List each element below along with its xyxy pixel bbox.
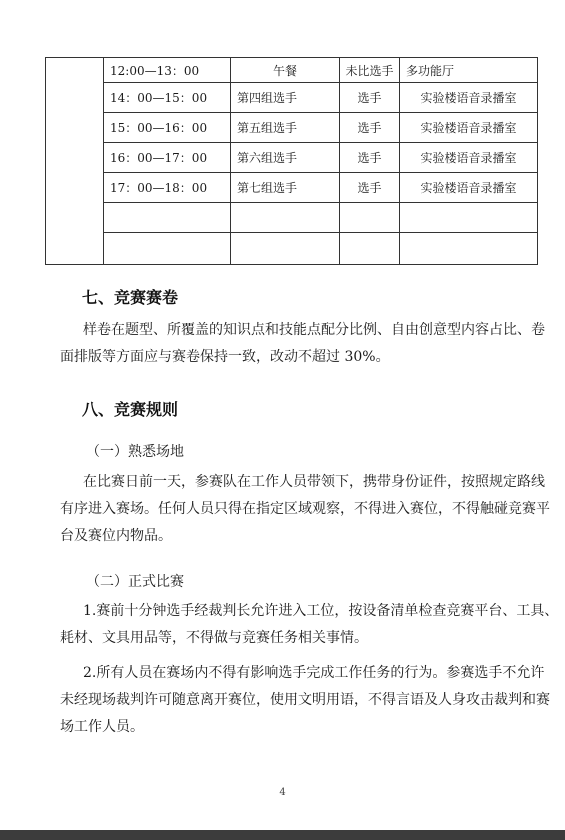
paragraph-line: 未经现场裁判许可随意离开赛位，使用文明用语，不得言语及人身攻击裁判和赛	[60, 692, 550, 708]
paragraph-line: 在比赛日前一天，参赛队在工作人员带领下，携带身份证件，按照规定路线	[83, 474, 545, 490]
event-cell: 第六组选手	[231, 143, 340, 173]
paragraph-rule-1	[60, 598, 559, 652]
participant-cell: 选手	[340, 113, 400, 143]
event-cell: 第七组选手	[231, 173, 340, 203]
venue-cell: 实验楼语音录播室	[400, 113, 538, 143]
venue-cell	[400, 233, 538, 265]
paragraph-line: 样卷在题型、所覆盖的知识点和技能点配分比例、自由创意型内容占比、卷	[83, 322, 545, 338]
participant-cell: 未比选手	[340, 58, 400, 83]
participant-cell	[340, 233, 400, 265]
schedule-table	[45, 57, 538, 265]
event-cell: 第四组选手	[231, 83, 340, 113]
paragraph-line: 面排版等方面应与赛卷保持一致，改动不超过 30%。	[60, 349, 390, 365]
paragraph-line: 1.赛前十分钟选手经裁判长允许进入工位，按设备清单检查竞赛平台、工具、	[83, 603, 559, 619]
event-cell: 午餐	[231, 58, 340, 83]
venue-cell: 实验楼语音录播室	[400, 83, 538, 113]
paragraph-line: 有序进入赛场。任何人员只得在指定区域观察，不得进入赛位，不得触碰竞赛平	[60, 501, 550, 517]
time-cell: 17：00—18：00	[104, 173, 231, 203]
subheading-formal-competition: （二）正式比赛	[86, 574, 184, 590]
participant-cell: 选手	[340, 173, 400, 203]
viewer-bottom-bar	[0, 830, 565, 840]
venue-cell: 实验楼语音录播室	[400, 173, 538, 203]
time-cell: 16：00—17：00	[104, 143, 231, 173]
subheading-familiarize-venue: （一）熟悉场地	[86, 444, 184, 460]
table-row	[46, 233, 538, 265]
event-cell	[231, 203, 340, 233]
participant-cell: 选手	[340, 83, 400, 113]
time-cell: 14：00—15：00	[104, 83, 231, 113]
time-cell: 15：00—16：00	[104, 113, 231, 143]
time-cell	[104, 233, 231, 265]
table-row	[46, 203, 538, 233]
event-cell	[231, 233, 340, 265]
time-cell	[104, 203, 231, 233]
table-row	[46, 173, 538, 203]
paragraph-line: 耗材、文具用品等，不得做与竞赛任务相关事情。	[60, 630, 368, 646]
paragraph-line: 场工作人员。	[60, 719, 144, 735]
merged-date-cell	[46, 58, 104, 265]
section-heading-8: 八、竞赛规则	[82, 400, 179, 419]
paragraph-line: 台及赛位内物品。	[60, 528, 172, 544]
paragraph-familiarize-venue	[60, 469, 550, 550]
table-row	[46, 58, 538, 83]
event-cell: 第五组选手	[231, 113, 340, 143]
venue-cell	[400, 203, 538, 233]
table-row	[46, 143, 538, 173]
table-row	[46, 113, 538, 143]
section-7-paragraph	[60, 317, 545, 371]
paragraph-rule-2	[60, 660, 550, 741]
time-cell: 12:00—13：00	[104, 58, 231, 83]
page-number: 4	[279, 787, 286, 798]
paragraph-line: 2.所有人员在赛场内不得有影响选手完成工作任务的行为。参赛选手不允许	[83, 665, 545, 681]
venue-cell: 实验楼语音录播室	[400, 143, 538, 173]
venue-cell: 多功能厅	[400, 58, 538, 83]
section-heading-7: 七、竞赛赛卷	[82, 288, 179, 307]
table-row	[46, 83, 538, 113]
participant-cell: 选手	[340, 143, 400, 173]
participant-cell	[340, 203, 400, 233]
